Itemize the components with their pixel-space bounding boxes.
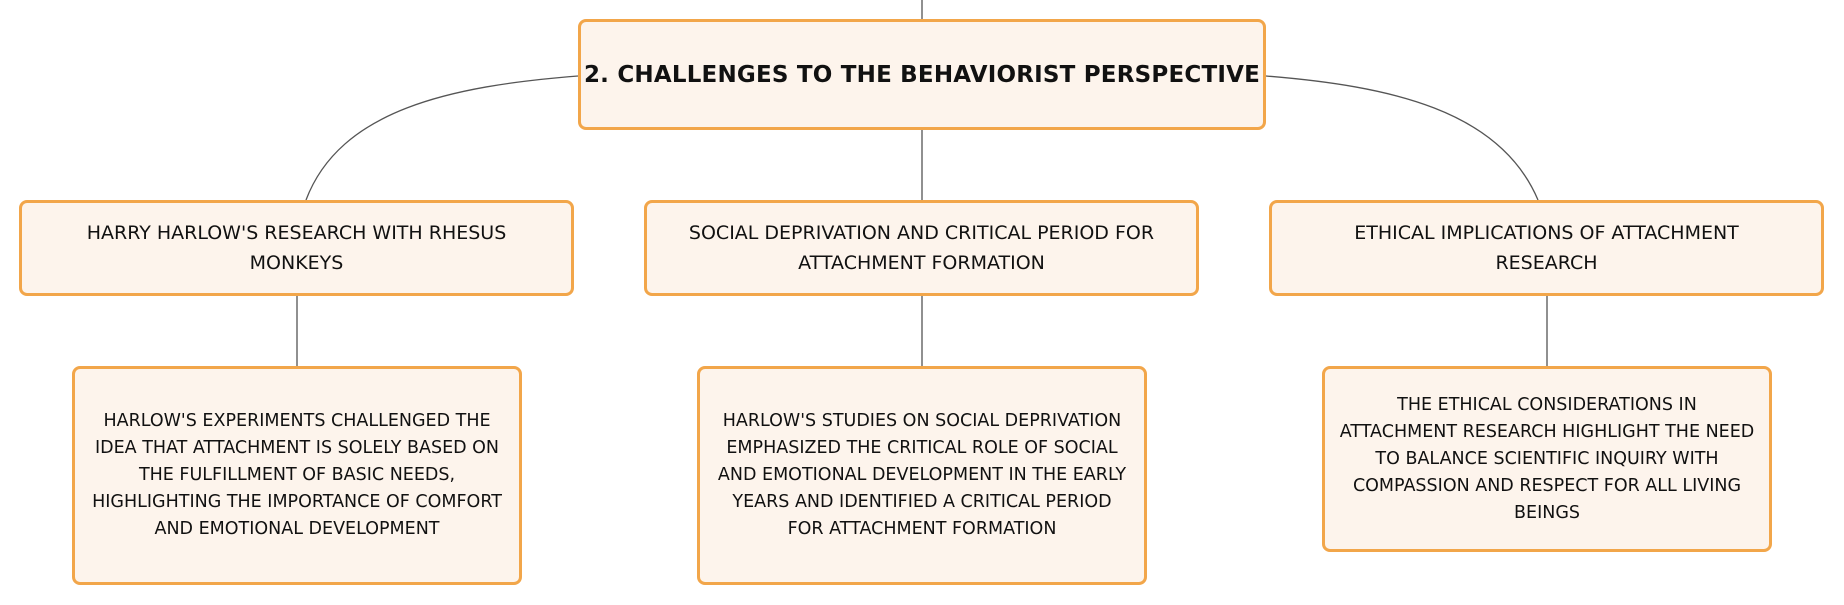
detail-node-text: HARLOW'S STUDIES ON SOCIAL DEPRIVATION EMPHASIZED THE CRITICAL ROLE OF SOCIAL AND EMOTIONAL DEVELOPMENT IN THE EARLY YEARS AND IDENTIFIED A CRITICAL PERIOD FOR ATTACHMENT FORMATION — [717, 411, 1127, 539]
branch-node-label: HARRY HARLOW'S RESEARCH WITH RHESUS MONKEYS — [86, 222, 507, 274]
detail-node-harlow-research[interactable] — [72, 366, 522, 585]
branch-node-ethical-implications[interactable] — [1269, 200, 1824, 296]
connector-root-to-branch-3 — [1266, 76, 1538, 200]
detail-node-text: THE ETHICAL CONSIDERATIONS IN ATTACHMENT RESEARCH HIGHLIGHT THE NEED TO BALANCE SCIENTIFIC INQUIRY WITH COMPASSION AND RESPECT FOR ALL LIVING BEINGS — [1339, 394, 1755, 523]
branch-node-harlow-research[interactable] — [19, 200, 574, 296]
branch-node-social-deprivation[interactable] — [644, 200, 1199, 296]
detail-node-ethical-implications[interactable] — [1322, 366, 1772, 552]
root-node-label: 2. CHALLENGES TO THE BEHAVIORIST PERSPECTIVE — [583, 61, 1261, 88]
detail-node-social-deprivation[interactable] — [697, 366, 1147, 585]
branch-node-label: SOCIAL DEPRIVATION AND CRITICAL PERIOD FOR ATTACHMENT FORMATION — [688, 222, 1155, 274]
root-node[interactable] — [578, 19, 1266, 130]
detail-node-text: HARLOW'S EXPERIMENTS CHALLENGED THE IDEA THAT ATTACHMENT IS SOLELY BASED ON THE FULFILLMENT OF BASIC NEEDS, HIGHLIGHTING THE IMPORTANCE OF COMFORT AND EMOTIONAL DEVELOPMENT — [92, 411, 502, 539]
branch-node-label: ETHICAL IMPLICATIONS OF ATTACHMENT RESEARCH — [1354, 222, 1739, 274]
connector-root-to-branch-1 — [306, 76, 578, 200]
